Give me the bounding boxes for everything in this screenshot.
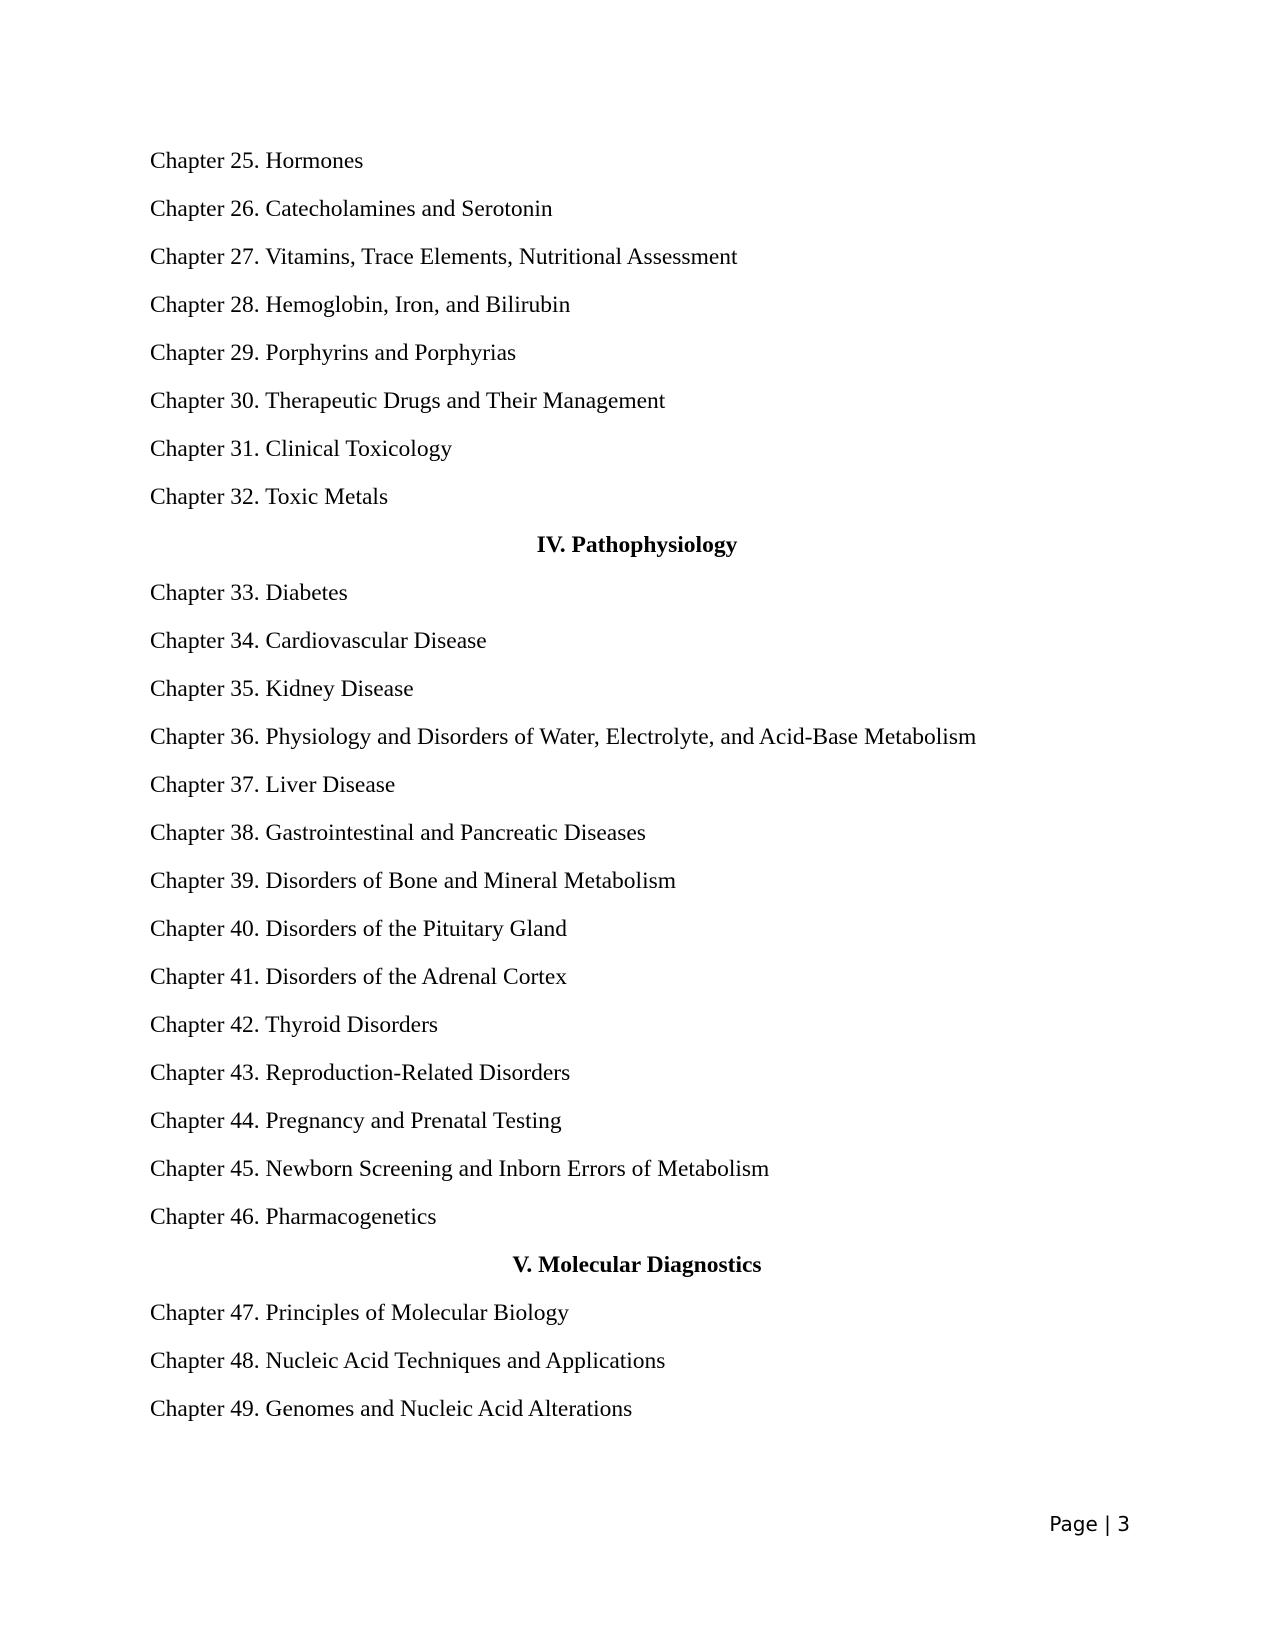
chapter-entry: Chapter 29. Porphyrins and Porphyrias (150, 340, 517, 366)
chapter-entry: Chapter 36. Physiology and Disorders of Water, Electrolyte, and Acid-Base Metabolism (150, 724, 977, 750)
chapter-entry: Chapter 33. Diabetes (150, 580, 348, 606)
chapter-entry: Chapter 47. Principles of Molecular Biology (150, 1300, 570, 1326)
chapter-entry: Chapter 46. Pharmacogenetics (150, 1204, 437, 1230)
chapter-entry: Chapter 48. Nucleic Acid Techniques and Applications (150, 1348, 666, 1374)
chapter-entry: Chapter 41. Disorders of the Adrenal Cortex (150, 964, 568, 990)
chapter-entry: Chapter 26. Catecholamines and Serotonin (150, 196, 553, 222)
section-heading: V. Molecular Diagnostics (512, 1252, 762, 1278)
chapter-entry: Chapter 42. Thyroid Disorders (150, 1012, 439, 1038)
chapter-entry: Chapter 37. Liver Disease (150, 772, 396, 798)
chapter-entry: Chapter 43. Reproduction-Related Disorders (150, 1060, 571, 1086)
chapter-entry: Chapter 25. Hormones (150, 148, 364, 174)
chapter-entry: Chapter 31. Clinical Toxicology (150, 436, 453, 462)
chapter-entry: Chapter 38. Gastrointestinal and Pancreatic Diseases (150, 820, 646, 846)
table-of-contents (150, 146, 1150, 1442)
chapter-entry: Chapter 40. Disorders of the Pituitary Gland (150, 916, 568, 942)
chapter-entry: Chapter 35. Kidney Disease (150, 676, 414, 702)
chapter-entry: Chapter 39. Disorders of Bone and Mineral Metabolism (150, 868, 677, 894)
chapter-entry: Chapter 32. Toxic Metals (150, 484, 389, 510)
section-heading: IV. Pathophysiology (536, 532, 738, 558)
page-number: Page | 3 (1049, 1512, 1130, 1536)
chapter-entry: Chapter 45. Newborn Screening and Inborn Errors of Metabolism (150, 1156, 770, 1182)
chapter-entry: Chapter 49. Genomes and Nucleic Acid Alterations (150, 1396, 633, 1422)
chapter-entry: Chapter 28. Hemoglobin, Iron, and Bilirubin (150, 292, 571, 318)
chapter-entry: Chapter 44. Pregnancy and Prenatal Testing (150, 1108, 562, 1134)
chapter-entry: Chapter 34. Cardiovascular Disease (150, 628, 487, 654)
chapter-entry: Chapter 30. Therapeutic Drugs and Their Management (150, 388, 666, 414)
chapter-entry: Chapter 27. Vitamins, Trace Elements, Nutritional Assessment (150, 244, 738, 270)
